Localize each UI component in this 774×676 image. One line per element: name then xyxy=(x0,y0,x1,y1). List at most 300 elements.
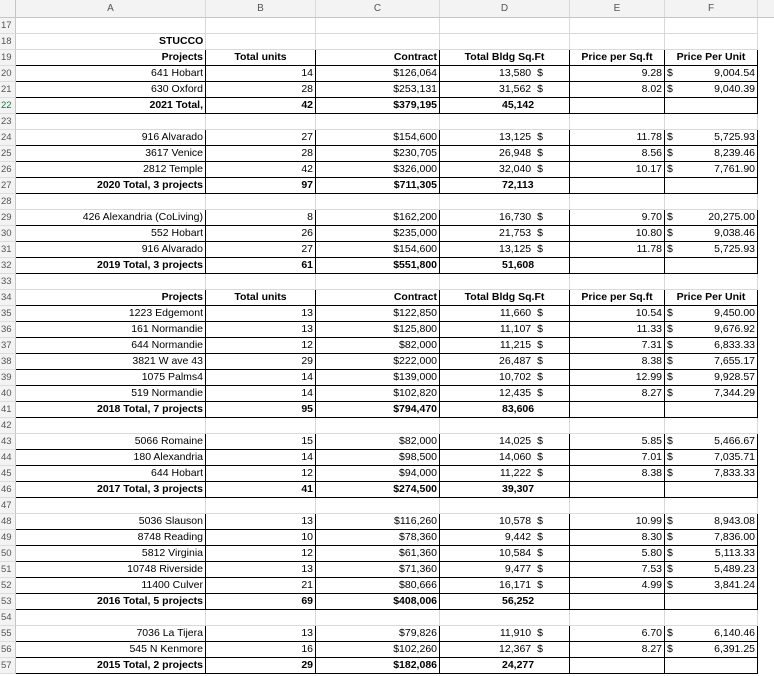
column-header-c[interactable]: C xyxy=(316,0,440,17)
row-number[interactable]: 30 xyxy=(0,226,16,242)
cell-b[interactable]: 14 xyxy=(206,450,316,466)
row-number[interactable]: 20 xyxy=(0,66,16,82)
row-number[interactable]: 40 xyxy=(0,386,16,402)
cell-c[interactable]: $222,000 xyxy=(316,354,440,370)
cell-c[interactable] xyxy=(316,18,440,34)
row-number[interactable]: 55 xyxy=(0,626,16,642)
cell-a[interactable]: 2021 Total, xyxy=(16,98,206,114)
cell-a[interactable]: 5812 Virginia xyxy=(16,546,206,562)
row-number[interactable]: 21 xyxy=(0,82,16,98)
cell-f[interactable] xyxy=(665,578,758,594)
cell-e[interactable] xyxy=(570,146,665,162)
cell-e[interactable] xyxy=(570,162,665,178)
cell-d[interactable] xyxy=(440,226,570,242)
cell-f[interactable] xyxy=(665,626,758,642)
cell-b[interactable]: 8 xyxy=(206,210,316,226)
cell-a[interactable]: 916 Alvarado xyxy=(16,130,206,146)
cell-d[interactable] xyxy=(440,130,570,146)
row-number[interactable]: 39 xyxy=(0,370,16,386)
cell-b[interactable]: 16 xyxy=(206,642,316,658)
cell-b[interactable]: 12 xyxy=(206,338,316,354)
row-number[interactable]: 29 xyxy=(0,210,16,226)
cell-f[interactable] xyxy=(665,354,758,370)
cell-e[interactable] xyxy=(570,402,665,418)
cell-d[interactable] xyxy=(440,34,570,50)
cell-d[interactable] xyxy=(440,514,570,530)
cell-b[interactable]: 29 xyxy=(206,354,316,370)
cell-d[interactable] xyxy=(440,402,570,418)
cell-c[interactable] xyxy=(316,114,440,130)
cell-a[interactable] xyxy=(16,418,206,434)
cell-d[interactable] xyxy=(440,242,570,258)
cell-d[interactable] xyxy=(440,642,570,658)
cell-c[interactable]: $230,705 xyxy=(316,146,440,162)
row-number[interactable]: 37 xyxy=(0,338,16,354)
row-number[interactable]: 36 xyxy=(0,322,16,338)
cell-c[interactable]: $61,360 xyxy=(316,546,440,562)
cell-f[interactable] xyxy=(665,34,758,50)
cell-c[interactable]: $122,850 xyxy=(316,306,440,322)
cell-b[interactable]: 41 xyxy=(206,482,316,498)
cell-e[interactable] xyxy=(570,178,665,194)
cell-f[interactable] xyxy=(665,178,758,194)
cell-d[interactable] xyxy=(440,98,570,114)
cell-f[interactable] xyxy=(665,610,758,626)
cell-f[interactable] xyxy=(665,482,758,498)
cell-e[interactable] xyxy=(570,242,665,258)
row-number[interactable]: 44 xyxy=(0,450,16,466)
cell-a[interactable] xyxy=(16,194,206,210)
cell-e[interactable]: Price per Sq.ft xyxy=(570,290,665,306)
cell-a[interactable]: 519 Normandie xyxy=(16,386,206,402)
cell-c[interactable] xyxy=(316,194,440,210)
cell-e[interactable] xyxy=(570,98,665,114)
cell-f[interactable] xyxy=(665,98,758,114)
cell-d[interactable]: Total Bldg Sq.Ft xyxy=(440,50,570,66)
cell-b[interactable]: 69 xyxy=(206,594,316,610)
cell-e[interactable] xyxy=(570,274,665,290)
cell-c[interactable]: $154,600 xyxy=(316,130,440,146)
cell-b[interactable]: 27 xyxy=(206,130,316,146)
cell-f[interactable]: Price Per Unit xyxy=(665,290,758,306)
row-number[interactable]: 53 xyxy=(0,594,16,610)
cell-b[interactable]: 97 xyxy=(206,178,316,194)
cell-b[interactable]: Total units xyxy=(206,290,316,306)
cell-d[interactable] xyxy=(440,546,570,562)
select-all-corner[interactable] xyxy=(0,0,16,17)
column-header-a[interactable]: A xyxy=(16,0,206,17)
cell-f[interactable] xyxy=(665,258,758,274)
cell-b[interactable]: 13 xyxy=(206,322,316,338)
row-number[interactable]: 46 xyxy=(0,482,16,498)
row-number[interactable]: 18 xyxy=(0,34,16,50)
cell-b[interactable]: 42 xyxy=(206,162,316,178)
cell-d[interactable] xyxy=(440,450,570,466)
cell-d[interactable] xyxy=(440,370,570,386)
cell-a[interactable]: 2019 Total, 3 projects xyxy=(16,258,206,274)
cell-c[interactable]: $274,500 xyxy=(316,482,440,498)
cell-e[interactable] xyxy=(570,434,665,450)
cell-e[interactable] xyxy=(570,354,665,370)
cell-d[interactable] xyxy=(440,418,570,434)
cell-d[interactable] xyxy=(440,530,570,546)
cell-b[interactable] xyxy=(206,114,316,130)
cell-f[interactable] xyxy=(665,242,758,258)
row-number[interactable]: 50 xyxy=(0,546,16,562)
cell-c[interactable]: $125,800 xyxy=(316,322,440,338)
cell-f[interactable] xyxy=(665,194,758,210)
cell-a[interactable]: 2017 Total, 3 projects xyxy=(16,482,206,498)
cell-c[interactable]: $102,260 xyxy=(316,642,440,658)
cell-e[interactable] xyxy=(570,338,665,354)
cell-a[interactable]: Projects xyxy=(16,290,206,306)
column-header-b[interactable]: B xyxy=(206,0,316,17)
cell-e[interactable] xyxy=(570,466,665,482)
cell-e[interactable] xyxy=(570,498,665,514)
row-number[interactable]: 45 xyxy=(0,466,16,482)
cell-a[interactable]: 2812 Temple xyxy=(16,162,206,178)
cell-f[interactable] xyxy=(665,146,758,162)
cell-e[interactable] xyxy=(570,450,665,466)
cell-a[interactable]: 5036 Slauson xyxy=(16,514,206,530)
row-number[interactable]: 34 xyxy=(0,290,16,306)
cell-b[interactable]: 13 xyxy=(206,514,316,530)
row-number[interactable]: 31 xyxy=(0,242,16,258)
row-number[interactable]: 38 xyxy=(0,354,16,370)
cell-c[interactable]: $711,305 xyxy=(316,178,440,194)
cell-f[interactable] xyxy=(665,562,758,578)
cell-c[interactable]: $79,826 xyxy=(316,626,440,642)
cell-e[interactable] xyxy=(570,306,665,322)
cell-b[interactable] xyxy=(206,418,316,434)
cell-a[interactable]: 5066 Romaine xyxy=(16,434,206,450)
cell-f[interactable] xyxy=(665,386,758,402)
cell-a[interactable] xyxy=(16,274,206,290)
cell-b[interactable] xyxy=(206,194,316,210)
row-number[interactable]: 43 xyxy=(0,434,16,450)
cell-c[interactable]: $794,470 xyxy=(316,402,440,418)
cell-f[interactable] xyxy=(665,306,758,322)
cell-a[interactable] xyxy=(16,498,206,514)
cell-c[interactable] xyxy=(316,274,440,290)
cell-c[interactable]: $162,200 xyxy=(316,210,440,226)
cell-f[interactable] xyxy=(665,370,758,386)
cell-e[interactable] xyxy=(570,530,665,546)
cell-f[interactable] xyxy=(665,546,758,562)
cell-a[interactable]: 630 Oxford xyxy=(16,82,206,98)
cell-e[interactable] xyxy=(570,658,665,674)
cell-e[interactable] xyxy=(570,594,665,610)
column-header-e[interactable]: E xyxy=(570,0,665,17)
cell-b[interactable]: 29 xyxy=(206,658,316,674)
cell-b[interactable]: 12 xyxy=(206,466,316,482)
cell-a[interactable]: 3821 W ave 43 xyxy=(16,354,206,370)
cell-f[interactable] xyxy=(665,130,758,146)
cell-b[interactable]: 28 xyxy=(206,146,316,162)
cell-a[interactable]: Projects xyxy=(16,50,206,66)
cell-f[interactable] xyxy=(665,114,758,130)
cell-c[interactable] xyxy=(316,418,440,434)
cell-a[interactable]: 545 N Kenmore xyxy=(16,642,206,658)
cell-e[interactable] xyxy=(570,34,665,50)
cell-e[interactable] xyxy=(570,610,665,626)
cell-d[interactable] xyxy=(440,274,570,290)
cell-c[interactable]: $379,195 xyxy=(316,98,440,114)
column-header-d[interactable]: D xyxy=(440,0,570,17)
cell-a[interactable]: 644 Hobart xyxy=(16,466,206,482)
cell-f[interactable] xyxy=(665,658,758,674)
cell-d[interactable] xyxy=(440,610,570,626)
cell-d[interactable] xyxy=(440,322,570,338)
cell-d[interactable] xyxy=(440,178,570,194)
cell-a[interactable]: 916 Alvarado xyxy=(16,242,206,258)
cell-a[interactable]: 11400 Culver xyxy=(16,578,206,594)
cell-f[interactable] xyxy=(665,162,758,178)
cell-b[interactable]: 95 xyxy=(206,402,316,418)
cell-d[interactable] xyxy=(440,82,570,98)
cell-f[interactable] xyxy=(665,402,758,418)
cell-e[interactable] xyxy=(570,258,665,274)
cell-c[interactable]: $98,500 xyxy=(316,450,440,466)
cell-f[interactable] xyxy=(665,498,758,514)
cell-e[interactable] xyxy=(570,210,665,226)
cell-b[interactable]: 12 xyxy=(206,546,316,562)
cell-f[interactable] xyxy=(665,338,758,354)
cell-c[interactable]: $126,064 xyxy=(316,66,440,82)
cell-a[interactable]: 161 Normandie xyxy=(16,322,206,338)
cell-b[interactable]: Total units xyxy=(206,50,316,66)
row-number[interactable]: 22 xyxy=(0,98,16,114)
cell-d[interactable] xyxy=(440,626,570,642)
cell-d[interactable] xyxy=(440,66,570,82)
cell-c[interactable]: $253,131 xyxy=(316,82,440,98)
cell-f[interactable] xyxy=(665,514,758,530)
cell-a[interactable]: 552 Hobart xyxy=(16,226,206,242)
row-number[interactable]: 17 xyxy=(0,18,16,34)
row-number[interactable]: 48 xyxy=(0,514,16,530)
row-number[interactable]: 28 xyxy=(0,194,16,210)
cell-d[interactable]: Total Bldg Sq.Ft xyxy=(440,290,570,306)
cell-d[interactable] xyxy=(440,258,570,274)
cell-a[interactable]: 426 Alexandria (CoLiving) xyxy=(16,210,206,226)
cell-b[interactable]: 14 xyxy=(206,66,316,82)
cell-b[interactable]: 13 xyxy=(206,562,316,578)
cell-a[interactable]: 2016 Total, 5 projects xyxy=(16,594,206,610)
cell-f[interactable] xyxy=(665,530,758,546)
cell-a[interactable]: 180 Alexandria xyxy=(16,450,206,466)
cell-c[interactable]: $154,600 xyxy=(316,242,440,258)
row-number[interactable]: 25 xyxy=(0,146,16,162)
cell-b[interactable]: 13 xyxy=(206,306,316,322)
cell-e[interactable] xyxy=(570,194,665,210)
cell-e[interactable] xyxy=(570,130,665,146)
cell-d[interactable] xyxy=(440,386,570,402)
cell-f[interactable] xyxy=(665,450,758,466)
currency-symbol: $ xyxy=(667,515,673,527)
row-number[interactable]: 33 xyxy=(0,274,16,290)
row-number[interactable]: 42 xyxy=(0,418,16,434)
cell-b[interactable]: 26 xyxy=(206,226,316,242)
cell-value: 45,142 xyxy=(502,99,535,111)
row-number[interactable]: 57 xyxy=(0,658,16,674)
cell-d[interactable] xyxy=(440,594,570,610)
cell-f[interactable] xyxy=(665,82,758,98)
cell-c[interactable]: $139,000 xyxy=(316,370,440,386)
cell-f[interactable] xyxy=(665,322,758,338)
row-number[interactable]: 52 xyxy=(0,578,16,594)
cell-d[interactable] xyxy=(440,482,570,498)
row-number[interactable]: 35 xyxy=(0,306,16,322)
cell-d[interactable] xyxy=(440,658,570,674)
row-number[interactable]: 23 xyxy=(0,114,16,130)
cell-e[interactable]: Price per Sq.ft xyxy=(570,50,665,66)
row-number[interactable]: 54 xyxy=(0,610,16,626)
cell-b[interactable]: 28 xyxy=(206,82,316,98)
cell-e[interactable] xyxy=(570,482,665,498)
cell-f[interactable] xyxy=(665,18,758,34)
cell-f[interactable] xyxy=(665,226,758,242)
cell-a[interactable]: 7036 La Tijera xyxy=(16,626,206,642)
cell-d[interactable] xyxy=(440,434,570,450)
cell-c[interactable] xyxy=(316,34,440,50)
cell-a[interactable]: 8748 Reading xyxy=(16,530,206,546)
row-number[interactable]: 26 xyxy=(0,162,16,178)
cell-f[interactable] xyxy=(665,434,758,450)
cell-a[interactable]: 2015 Total, 2 projects xyxy=(16,658,206,674)
cell-f[interactable] xyxy=(665,594,758,610)
cell-d[interactable] xyxy=(440,162,570,178)
cell-c[interactable] xyxy=(316,610,440,626)
cell-e[interactable] xyxy=(570,114,665,130)
cell-b[interactable]: 27 xyxy=(206,242,316,258)
cell-d[interactable] xyxy=(440,578,570,594)
cell-b[interactable]: 10 xyxy=(206,530,316,546)
cell-d[interactable] xyxy=(440,306,570,322)
cell-e[interactable] xyxy=(570,546,665,562)
cell-e[interactable] xyxy=(570,18,665,34)
cell-c[interactable]: $551,800 xyxy=(316,258,440,274)
row-number[interactable]: 47 xyxy=(0,498,16,514)
cell-c[interactable]: Contract xyxy=(316,50,440,66)
cell-c[interactable]: $71,360 xyxy=(316,562,440,578)
cell-c[interactable]: $78,360 xyxy=(316,530,440,546)
cell-a[interactable] xyxy=(16,610,206,626)
cell-f[interactable] xyxy=(665,466,758,482)
cell-d[interactable] xyxy=(440,498,570,514)
cell-d[interactable] xyxy=(440,466,570,482)
cell-d[interactable] xyxy=(440,338,570,354)
cell-a[interactable]: 2020 Total, 3 projects xyxy=(16,178,206,194)
cell-e[interactable] xyxy=(570,370,665,386)
cell-b[interactable]: 13 xyxy=(206,626,316,642)
row-number[interactable]: 41 xyxy=(0,402,16,418)
cell-d[interactable] xyxy=(440,18,570,34)
cell-b[interactable]: 21 xyxy=(206,578,316,594)
sheet-row xyxy=(0,242,774,258)
cell-f[interactable] xyxy=(665,642,758,658)
cell-e[interactable] xyxy=(570,514,665,530)
cell-e[interactable] xyxy=(570,66,665,82)
cell-c[interactable]: $408,006 xyxy=(316,594,440,610)
cell-e[interactable] xyxy=(570,578,665,594)
cell-f[interactable] xyxy=(665,210,758,226)
cell-b[interactable]: 15 xyxy=(206,434,316,450)
cell-c[interactable]: $82,000 xyxy=(316,338,440,354)
cell-e[interactable] xyxy=(570,418,665,434)
cell-c[interactable]: Contract xyxy=(316,290,440,306)
cell-f[interactable] xyxy=(665,274,758,290)
currency-symbol: $ xyxy=(667,323,673,335)
cell-a[interactable]: 644 Normandie xyxy=(16,338,206,354)
cell-e[interactable] xyxy=(570,226,665,242)
row-number[interactable]: 27 xyxy=(0,178,16,194)
cell-c[interactable]: $94,000 xyxy=(316,466,440,482)
cell-e[interactable] xyxy=(570,322,665,338)
cell-d[interactable] xyxy=(440,210,570,226)
cell-f[interactable]: Price Per Unit xyxy=(665,50,758,66)
cell-c[interactable]: $80,666 xyxy=(316,578,440,594)
cell-c[interactable]: $182,086 xyxy=(316,658,440,674)
cell-e[interactable] xyxy=(570,642,665,658)
cell-c[interactable]: $102,820 xyxy=(316,386,440,402)
cell-a[interactable]: 3617 Venice xyxy=(16,146,206,162)
cell-f[interactable] xyxy=(665,418,758,434)
cell-e[interactable] xyxy=(570,386,665,402)
cell-a[interactable]: 1223 Edgemont xyxy=(16,306,206,322)
cell-b[interactable] xyxy=(206,34,316,50)
cell-d[interactable] xyxy=(440,194,570,210)
cell-b[interactable]: 14 xyxy=(206,386,316,402)
cell-a[interactable]: STUCCO xyxy=(16,34,206,50)
cell-c[interactable]: $235,000 xyxy=(316,226,440,242)
cell-e[interactable] xyxy=(570,626,665,642)
cell-e[interactable] xyxy=(570,562,665,578)
cell-e[interactable] xyxy=(570,82,665,98)
cell-b[interactable] xyxy=(206,610,316,626)
cell-a[interactable]: 641 Hobart xyxy=(16,66,206,82)
cell-b[interactable]: 14 xyxy=(206,370,316,386)
cell-a[interactable]: 2018 Total, 7 projects xyxy=(16,402,206,418)
row-number[interactable]: 19 xyxy=(0,50,16,66)
row-number[interactable]: 56 xyxy=(0,642,16,658)
column-header-f[interactable]: F xyxy=(665,0,758,17)
cell-d[interactable] xyxy=(440,354,570,370)
cell-c[interactable]: $82,000 xyxy=(316,434,440,450)
cell-a[interactable] xyxy=(16,18,206,34)
cell-b[interactable] xyxy=(206,498,316,514)
row-number[interactable]: 32 xyxy=(0,258,16,274)
cell-c[interactable]: $116,260 xyxy=(316,514,440,530)
cell-b[interactable] xyxy=(206,274,316,290)
cell-d[interactable] xyxy=(440,562,570,578)
cell-b[interactable]: 42 xyxy=(206,98,316,114)
cell-value: 11,660 xyxy=(499,307,532,319)
cell-value: 10.17 xyxy=(635,163,662,175)
cell-a[interactable]: 1075 Palms4 xyxy=(16,370,206,386)
cell-a[interactable] xyxy=(16,114,206,130)
row-number[interactable]: 24 xyxy=(0,130,16,146)
row-number[interactable]: 51 xyxy=(0,562,16,578)
cell-f[interactable] xyxy=(665,66,758,82)
cell-b[interactable] xyxy=(206,18,316,34)
cell-d[interactable] xyxy=(440,114,570,130)
row-number[interactable]: 49 xyxy=(0,530,16,546)
cell-b[interactable]: 61 xyxy=(206,258,316,274)
cell-c[interactable] xyxy=(316,498,440,514)
cell-d[interactable] xyxy=(440,146,570,162)
cell-a[interactable]: 10748 Riverside xyxy=(16,562,206,578)
cell-c[interactable]: $326,000 xyxy=(316,162,440,178)
